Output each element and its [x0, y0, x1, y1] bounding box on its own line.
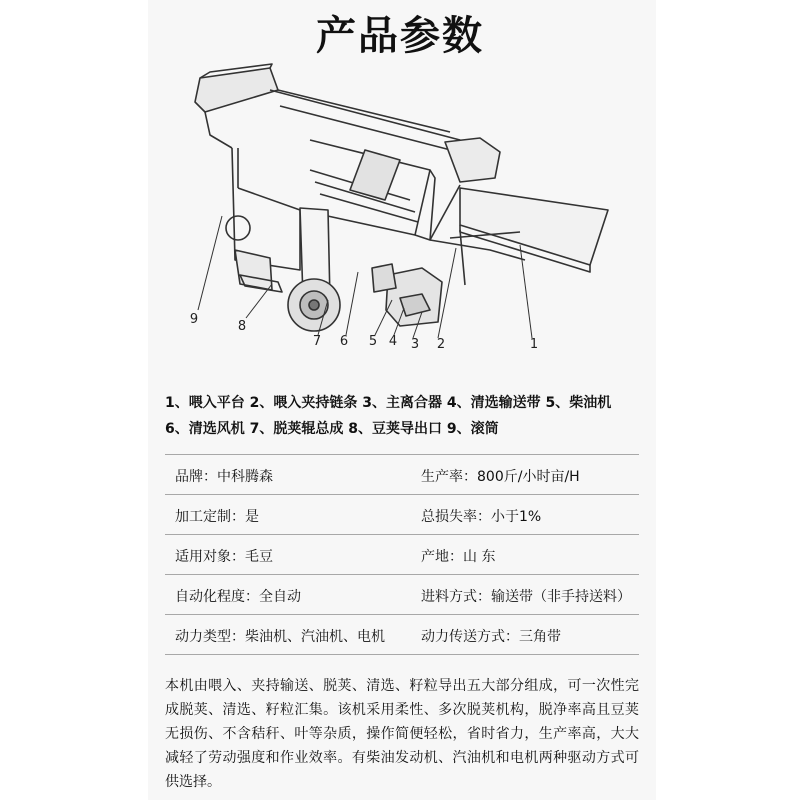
spec-automation: 自动化程度：全自动: [175, 589, 301, 605]
spec-productivity: 生产率：800斤/小时亩/H: [421, 469, 580, 485]
spec-table: [165, 454, 639, 655]
diagram-label-2: 2: [436, 337, 446, 352]
product-description: 本机由喂入、夹持输送、脱荚、清选、籽粒导出五大部分组成，可一次性完成脱荚、清选、籽粒汇集。该机采用柔性、多次脱荚机构，脱净率高且豆荚无损伤、不含秸秆、叶等杂质，操作简便轻松，省时省力，生产率高，大大减轻了劳动强度和作业效率。有柴油发动机、汽油机和电机两种驱动方式可供选择。: [165, 678, 639, 790]
spec-feeding: 进料方式：输送带（非手持送料）: [421, 589, 631, 605]
diagram-label-4: 4: [388, 334, 398, 349]
spec-brand: 品牌：中科腾森: [175, 469, 273, 485]
diagram-label-6: 6: [339, 334, 349, 349]
spec-row: [165, 574, 639, 614]
spec-row: [165, 454, 639, 494]
spec-transmission: 动力传送方式：三角带: [421, 629, 561, 645]
spec-row: [165, 494, 639, 534]
page-title: 产品参数: [316, 13, 484, 59]
machine-diagram: [160, 60, 640, 360]
legend-line-1: 1、喂入平台 2、喂入夹持链条 3、主离合器 4、清选输送带 5、柴油机: [165, 395, 612, 411]
spec-customization: 加工定制：是: [175, 509, 259, 525]
diagram-label-7: 7: [312, 334, 322, 349]
diagram-label-8: 8: [237, 319, 247, 334]
diagram-label-5: 5: [368, 334, 378, 349]
spec-row: [165, 534, 639, 574]
spec-target: 适用对象：毛豆: [175, 549, 273, 565]
legend-line-2: 6、清选风机 7、脱荚辊总成 8、豆荚导出口 9、滚筒: [165, 421, 499, 437]
spec-loss-rate: 总损失率：小于1%: [421, 509, 542, 525]
parts-legend: [165, 390, 645, 442]
diagram-label-3: 3: [410, 337, 420, 352]
spec-origin: 产地：山 东: [421, 549, 496, 565]
spec-row: [165, 614, 639, 655]
spec-power-type: 动力类型：柴油机、汽油机、电机: [175, 629, 385, 645]
diagram-label-9: 9: [189, 312, 199, 327]
diagram-label-1: 1: [529, 337, 539, 352]
